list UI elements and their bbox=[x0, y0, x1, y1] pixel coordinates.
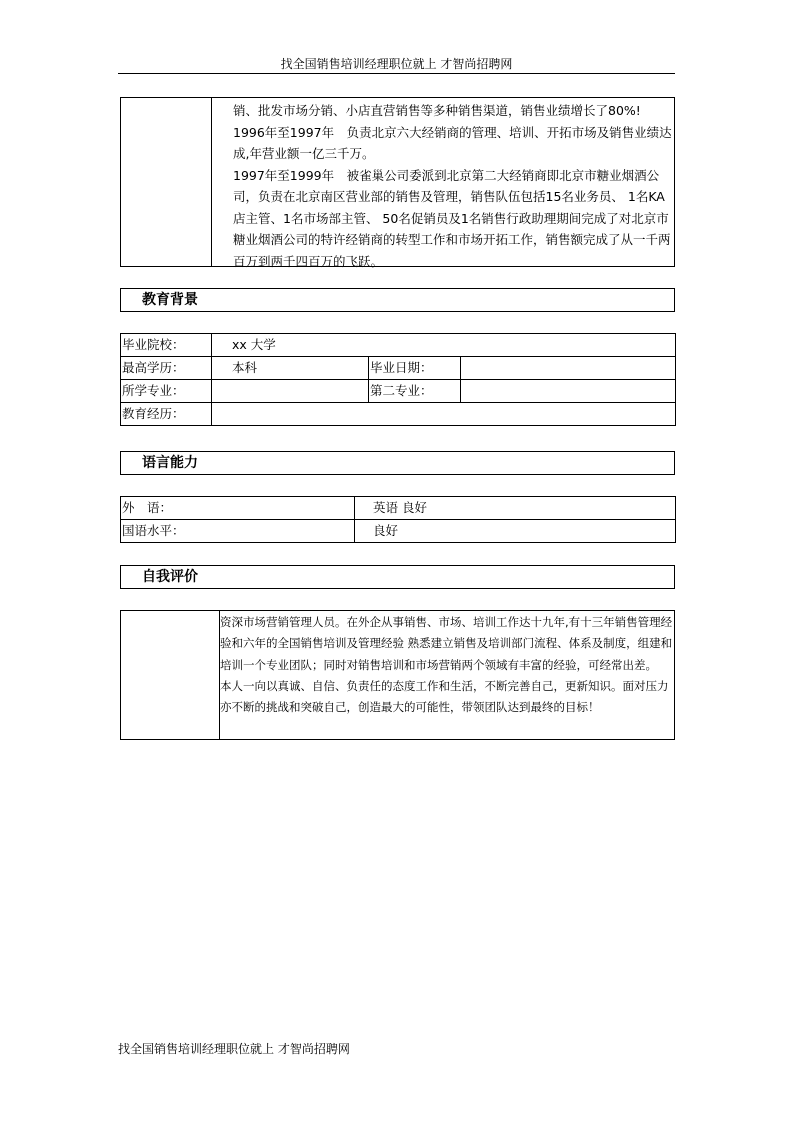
major-label: 所学专业： bbox=[121, 380, 212, 403]
mandarin-value: 良好 bbox=[355, 520, 676, 543]
self-eval-section-header bbox=[120, 565, 675, 589]
language-table bbox=[120, 496, 676, 543]
foreign-language-value: 英语 良好 bbox=[355, 497, 676, 520]
experience-description bbox=[233, 100, 673, 272]
degree-value: 本科 bbox=[212, 357, 369, 380]
experience-line: 销、批发市场分销、小店直营销售等多种销售渠道，销售业绩增长了80%! bbox=[233, 103, 641, 118]
section-title: 教育背景 bbox=[142, 292, 198, 308]
school-label: 毕业院校： bbox=[121, 334, 212, 357]
table-row bbox=[121, 403, 676, 426]
work-experience-block bbox=[120, 97, 675, 267]
table-row bbox=[121, 357, 676, 380]
experience-line: 1997年至1999年 被雀巢公司委派到北京第二大经销商即北京市糖业烟酒公司，负责在北京南区营业部的销售及管理，销售队伍包括15名业务员、 1名KA 店主管、1名市场部主管、 50名促销员及1名销售行政助理期间完成了对北京市糖业烟酒公司的特许经销商的转型工作和市场开拓工作，销售额完成了从一千两百万到两千四百万的飞跃。 bbox=[233, 167, 671, 269]
school-value: xx 大学 bbox=[212, 334, 676, 357]
language-section-header bbox=[120, 451, 675, 475]
page-header: 找全国销售培训经理职位就上 才智尚招聘网 bbox=[118, 56, 675, 74]
self-eval-paragraph: 本人一向以真诚、自信、负责任的态度工作和生活，不断完善自己，更新知识。面对压力亦不断的挑战和突破自己，创造最大的可能性，带领团队达到最终的目标！ bbox=[220, 678, 669, 715]
degree-label: 最高学历： bbox=[121, 357, 212, 380]
education-table bbox=[120, 333, 676, 426]
second-major-value bbox=[461, 380, 676, 403]
section-title: 语言能力 bbox=[142, 455, 198, 471]
history-value bbox=[212, 403, 676, 426]
self-eval-text bbox=[220, 612, 673, 718]
mandarin-label: 国语水平： bbox=[121, 520, 355, 543]
self-eval-paragraph: 资深市场营销管理人员。在外企从事销售、市场、培训工作达十九年,有十三年销售管理经验和六年的全国销售培训及管理经验 熟悉建立销售及培训部门流程、体系及制度，组建和培训一个专业团队；同时对销售培训和市场营销两个领域有丰富的经验，可经常出差。 bbox=[220, 615, 673, 672]
self-eval-block bbox=[120, 610, 675, 740]
self-eval-left-cell bbox=[121, 611, 220, 739]
foreign-language-label: 外 语： bbox=[121, 497, 355, 520]
page-footer: 找全国销售培训经理职位就上 才智尚招聘网 bbox=[118, 1042, 350, 1056]
section-title: 自我评价 bbox=[142, 569, 198, 585]
table-row bbox=[121, 497, 676, 520]
grad-date-label: 毕业日期： bbox=[369, 357, 461, 380]
history-label: 教育经历： bbox=[121, 403, 212, 426]
experience-line: 1996年至1997年 负责北京六大经销商的管理、培训、开拓市场及销售业绩达成,年营业额一亿三千万。 bbox=[233, 124, 672, 161]
major-value bbox=[212, 380, 369, 403]
second-major-label: 第二专业： bbox=[369, 380, 461, 403]
experience-period-cell bbox=[121, 98, 212, 266]
education-section-header bbox=[120, 288, 675, 312]
table-row bbox=[121, 520, 676, 543]
table-row bbox=[121, 380, 676, 403]
grad-date-value bbox=[461, 357, 676, 380]
table-row bbox=[121, 334, 676, 357]
